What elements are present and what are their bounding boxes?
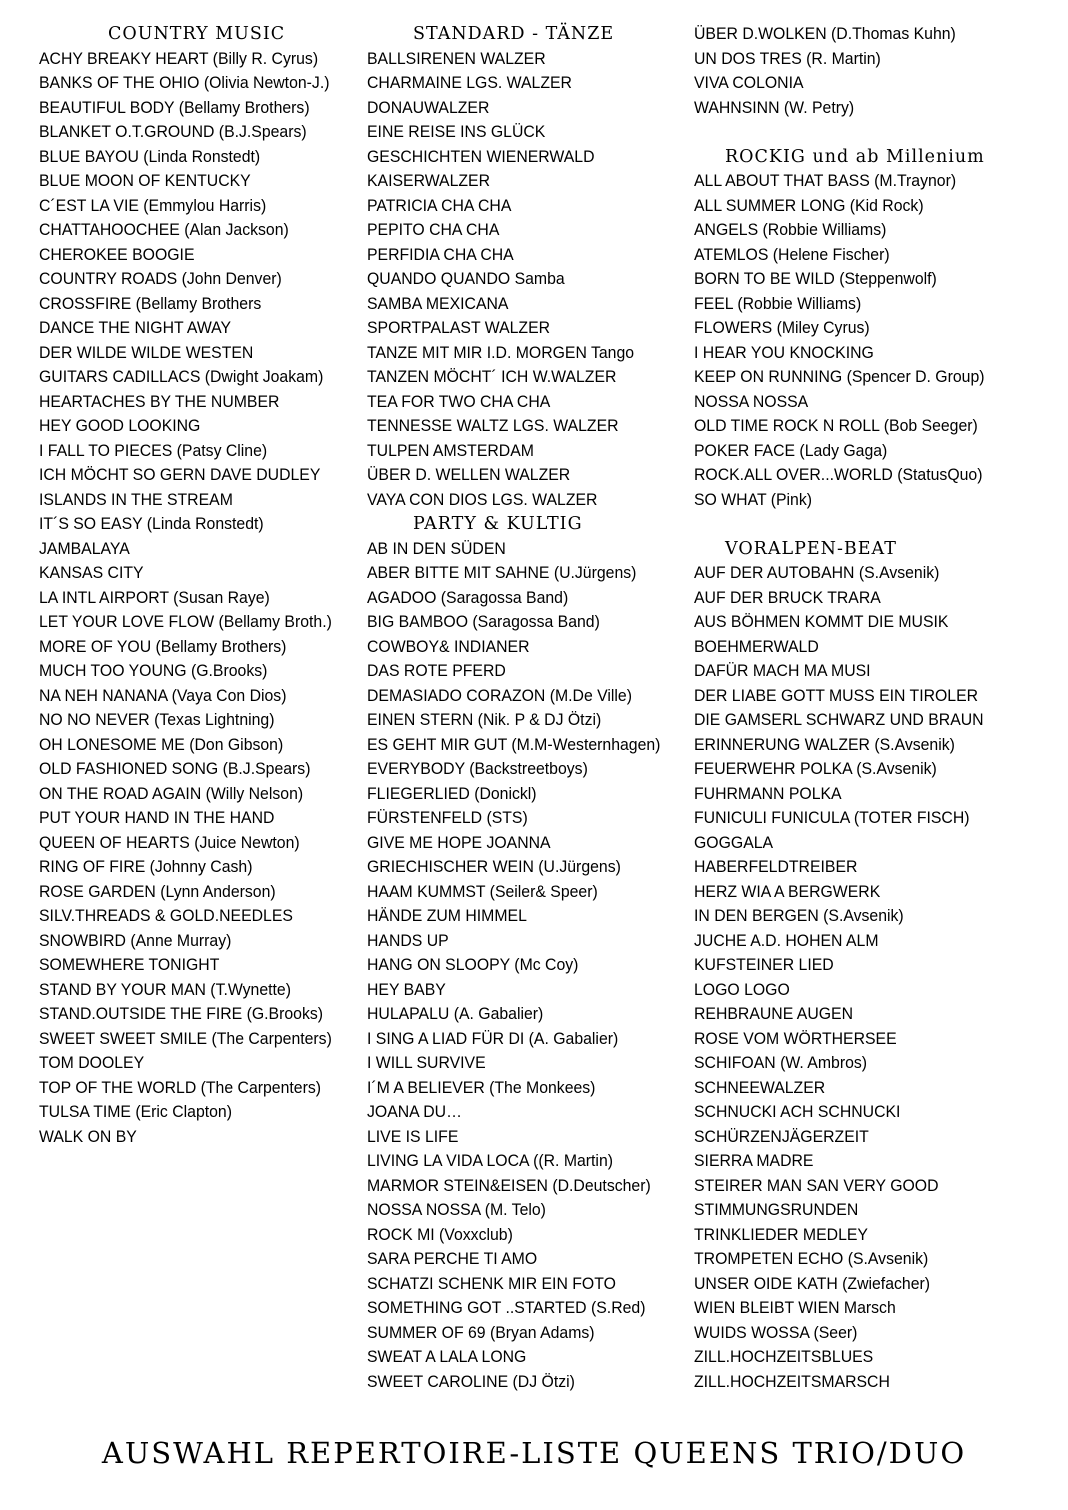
- song-item: WALK ON BY: [39, 1126, 137, 1146]
- song-item: SOMEWHERE TONIGHT: [39, 955, 220, 974]
- song-item: GIVE ME HOPE JOANNA: [367, 832, 551, 852]
- song-item: BORN TO BE WILD (Steppenwolf): [694, 269, 937, 288]
- song-item: KANSAS CITY: [39, 563, 144, 582]
- song-list-country-music: [39, 47, 359, 1150]
- song-item: MORE OF YOU (Bellamy Brothers): [39, 636, 287, 656]
- song-item: JAMBALAYA: [39, 538, 130, 558]
- song-item: DONAUWALZER: [367, 97, 490, 117]
- song-item: CHATTAHOOCHEE (Alan Jackson): [39, 220, 289, 239]
- song-item: SNOWBIRD (Anne Murray): [39, 930, 232, 950]
- song-item: TANZEN MÖCHT´ ICH W.WALZER: [367, 367, 617, 386]
- song-item: WAHNSINN (W. Petry): [694, 97, 855, 117]
- song-item: ISLANDS IN THE STREAM: [39, 489, 233, 509]
- song-list-standard-taenze: [367, 47, 687, 513]
- song-item: MARMOR STEIN&EISEN (D.Deutscher): [367, 1175, 651, 1195]
- song-item: DER WILDE WILDE WESTEN: [39, 342, 254, 362]
- song-item: FEEL (Robbie Williams): [694, 293, 862, 313]
- song-item: IT´S SO EASY (Linda Ronstedt): [39, 514, 264, 533]
- song-item: ABER BITTE MIT SAHNE (U.Jürgens): [367, 563, 637, 582]
- song-item: SCHNEEWALZER: [694, 1077, 826, 1097]
- song-list-rockig: [694, 169, 1054, 512]
- song-item: SUMMER OF 69 (Bryan Adams): [367, 1322, 595, 1342]
- section-heading-voralpen-beat: VORALPEN-BEAT: [725, 538, 897, 559]
- song-item: TULSA TIME (Eric Clapton): [39, 1102, 233, 1121]
- song-item: GRIECHISCHER WEIN (U.Jürgens): [367, 857, 621, 876]
- song-item: BANKS OF THE OHIO (Olivia Newton-J.): [39, 73, 330, 92]
- song-item: NOSSA NOSSA (M. Telo): [367, 1200, 546, 1219]
- song-item: HANG ON SLOOPY (Mc Coy): [367, 955, 579, 974]
- song-item: ALL ABOUT THAT BASS (M.Traynor): [694, 171, 957, 190]
- song-item: AUF DER BRUCK TRARA: [694, 587, 881, 607]
- song-item: OLD TIME ROCK N ROLL (Bob Seeger): [694, 416, 978, 435]
- song-item: KAISERWALZER: [367, 171, 491, 190]
- song-item: LA INTL AIRPORT (Susan Raye): [39, 587, 270, 607]
- song-item: SPORTPALAST WALZER: [367, 318, 551, 337]
- song-item: HULAPALU (A. Gabalier): [367, 1004, 544, 1023]
- song-item: I´M A BELIEVER (The Monkees): [367, 1077, 596, 1097]
- song-item: SWEAT A LALA LONG: [367, 1347, 527, 1366]
- section-heading-party-kultig: PARTY & KULTIG: [413, 514, 583, 534]
- song-item: DEMASIADO CORAZON (M.De Ville): [367, 685, 633, 705]
- song-item: ZILL.HOCHZEITSMARSCH: [694, 1371, 890, 1391]
- heading-part-rockig: ROCKIG: [725, 146, 806, 167]
- song-item: BEAUTIFUL BODY (Bellamy Brothers): [39, 97, 310, 117]
- song-item: ANGELS (Robbie Williams): [694, 220, 887, 239]
- section-party-continued: [694, 22, 1054, 120]
- song-item: FUNICULI FUNICULA (TOTER FISCH): [694, 808, 970, 827]
- song-list-party-kultig: [367, 537, 687, 1395]
- song-item: HABERFELDTREIBER: [694, 857, 858, 876]
- song-item: BALLSIRENEN WALZER: [367, 48, 546, 68]
- song-item: ROCK MI (Voxxclub): [367, 1224, 513, 1244]
- song-item: TRINKLIEDER MEDLEY: [694, 1224, 868, 1244]
- song-item: TOM DOOLEY: [39, 1053, 145, 1072]
- song-item: LIVE IS LIFE: [367, 1126, 459, 1146]
- song-list-party-continued: [694, 22, 1054, 120]
- song-item: QUEEN OF HEARTS (Juice Newton): [39, 832, 300, 852]
- song-item: FEUERWEHR POLKA (S.Avsenik): [694, 759, 937, 778]
- song-item: ROSE VOM WÖRTHERSEE: [694, 1028, 897, 1048]
- song-item: HEARTACHES BY THE NUMBER: [39, 391, 280, 411]
- song-item: SAMBA MEXICANA: [367, 293, 509, 313]
- section-country-music: [39, 22, 359, 1149]
- song-item: HERZ WIA A BERGWERK: [694, 881, 881, 901]
- song-item: FÜRSTENFELD (STS): [367, 808, 528, 827]
- song-item: RING OF FIRE (Johnny Cash): [39, 857, 253, 876]
- heading-part-millenium: Millenium: [885, 146, 985, 167]
- song-item: STIMMUNGSRUNDEN: [694, 1200, 859, 1219]
- song-item: SCHÜRZENJÄGERZEIT: [694, 1126, 869, 1146]
- song-item: ACHY BREAKY HEART (Billy R. Cyrus): [39, 48, 319, 68]
- column-2: [367, 22, 687, 1394]
- song-item: CROSSFIRE (Bellamy Brothers: [39, 293, 262, 313]
- song-item: CHARMAINE LGS. WALZER: [367, 73, 572, 92]
- song-item: MUCH TOO YOUNG (G.Brooks): [39, 661, 268, 680]
- song-item: WUIDS WOSSA (Seer): [694, 1322, 858, 1342]
- song-item: PUT YOUR HAND IN THE HAND: [39, 808, 275, 827]
- song-item: SARA PERCHE TI AMO: [367, 1249, 538, 1268]
- song-item: DER LIABE GOTT MUSS EIN TIROLER: [694, 685, 979, 705]
- song-item: I FALL TO PIECES (Patsy Cline): [39, 440, 268, 460]
- song-item: VAYA CON DIOS LGS. WALZER: [367, 489, 598, 509]
- song-item: ES GEHT MIR GUT (M.M-Westernhagen): [367, 734, 661, 754]
- song-item: NOSSA NOSSA: [694, 391, 809, 411]
- section-voralpen-beat: [694, 537, 1054, 1395]
- song-item: TROMPETEN ECHO (S.Avsenik): [694, 1249, 929, 1268]
- song-item: OH LONESOME ME (Don Gibson): [39, 734, 284, 754]
- song-item: OLD FASHIONED SONG (B.J.Spears): [39, 759, 311, 778]
- section-heading-rockig: [694, 145, 1054, 170]
- song-item: ATEMLOS (Helene Fischer): [694, 244, 890, 264]
- song-item: CHEROKEE BOOGIE: [39, 244, 195, 264]
- song-item: DIE GAMSERL SCHWARZ UND BRAUN: [694, 710, 984, 729]
- song-item: KUFSTEINER LIED: [694, 955, 834, 974]
- song-item: TEA FOR TWO CHA CHA: [367, 391, 551, 411]
- song-item: BLUE MOON OF KENTUCKY: [39, 171, 251, 190]
- song-list-voralpen-beat: [694, 561, 1054, 1394]
- song-item: TENNESSE WALTZ LGS. WALZER: [367, 416, 619, 435]
- song-item: I HEAR YOU KNOCKING: [694, 342, 874, 362]
- song-item: FLIEGERLIED (Donickl): [367, 783, 537, 803]
- song-item: SWEET CAROLINE (DJ Ötzi): [367, 1371, 575, 1391]
- song-item: GESCHICHTEN WIENERWALD: [367, 146, 595, 166]
- song-item: SCHIFOAN (W. Ambros): [694, 1053, 868, 1072]
- section-spacer: [694, 512, 1054, 537]
- song-item: HEY BABY: [367, 979, 446, 999]
- song-item: BLUE BAYOU (Linda Ronstedt): [39, 146, 261, 166]
- song-item: HEY GOOD LOOKING: [39, 416, 201, 435]
- song-item: TOP OF THE WORLD (The Carpenters): [39, 1077, 322, 1097]
- song-item: JUCHE A.D. HOHEN ALM: [694, 930, 879, 950]
- song-item: SIERRA MADRE: [694, 1151, 814, 1170]
- song-item: STAND.OUTSIDE THE FIRE (G.Brooks): [39, 1004, 324, 1023]
- song-item: DAS ROTE PFERD: [367, 661, 506, 680]
- song-item: PATRICIA CHA CHA: [367, 195, 512, 215]
- song-item: POKER FACE (Lady Gaga): [694, 440, 888, 460]
- song-item: TANZE MIT MIR I.D. MORGEN Tango: [367, 342, 635, 362]
- song-item: GUITARS CADILLACS (Dwight Joakam): [39, 367, 324, 386]
- song-item: BOEHMERWALD: [694, 636, 819, 656]
- song-item: NA NEH NANANA (Vaya Con Dios): [39, 685, 287, 705]
- section-party-kultig: [367, 512, 687, 1394]
- section-spacer: [694, 120, 1054, 145]
- song-item: AGADOO (Saragossa Band): [367, 587, 569, 607]
- song-item: ALL SUMMER LONG (Kid Rock): [694, 195, 924, 215]
- song-item: EVERYBODY (Backstreetboys): [367, 759, 588, 778]
- song-item: COWBOY& INDIANER: [367, 636, 530, 656]
- song-item: COUNTRY ROADS (John Denver): [39, 269, 282, 288]
- song-item: ROCK.ALL OVER...WORLD (StatusQuo): [694, 465, 983, 484]
- song-item: ÜBER D. WELLEN WALZER: [367, 465, 571, 484]
- song-item: I WILL SURVIVE: [367, 1053, 486, 1072]
- song-item: HÄNDE ZUM HIMMEL: [367, 906, 527, 925]
- song-item: BIG BAMBOO (Saragossa Band): [367, 612, 600, 631]
- song-item: SWEET SWEET SMILE (The Carpenters): [39, 1028, 332, 1048]
- column-3: [694, 22, 1054, 1394]
- song-item: STAND BY YOUR MAN (T.Wynette): [39, 979, 292, 999]
- song-item: SCHATZI SCHENK MIR EIN FOTO: [367, 1273, 616, 1293]
- heading-part-und-ab: und ab: [805, 146, 886, 167]
- song-item: KEEP ON RUNNING (Spencer D. Group): [694, 367, 985, 386]
- song-item: ON THE ROAD AGAIN (Willy Nelson): [39, 783, 304, 803]
- song-item: SOMETHING GOT ..STARTED (S.Red): [367, 1298, 646, 1317]
- song-item: WIEN BLEIBT WIEN Marsch: [694, 1298, 896, 1317]
- song-item: LET YOUR LOVE FLOW (Bellamy Broth.): [39, 612, 332, 631]
- song-item: AUF DER AUTOBAHN (S.Avsenik): [694, 563, 940, 582]
- section-heading-country-music: COUNTRY MUSIC: [108, 24, 286, 44]
- song-item: HAAM KUMMST (Seiler& Speer): [367, 881, 598, 901]
- page-title: AUSWAHL REPERTOIRE-LISTE QUEENS TRIO/DUO: [101, 1436, 967, 1470]
- song-item: EINEN STERN (Nik. P & DJ Ötzi): [367, 710, 602, 729]
- song-item: ZILL.HOCHZEITSBLUES: [694, 1347, 874, 1366]
- song-item: ERINNERUNG WALZER (S.Avsenik): [694, 734, 955, 754]
- song-item: SILV.THREADS & GOLD.NEEDLES: [39, 906, 293, 925]
- song-item: JOANA DU…: [367, 1102, 462, 1121]
- song-item: NO NO NEVER (Texas Lightning): [39, 710, 275, 729]
- song-item: STEIRER MAN SAN VERY GOOD: [694, 1175, 939, 1195]
- song-item: ÜBER D.WOLKEN (D.Thomas Kuhn): [694, 24, 956, 43]
- song-item: SO WHAT (Pink): [694, 489, 813, 509]
- song-item: QUANDO QUANDO Samba: [367, 269, 565, 288]
- song-item: FLOWERS (Miley Cyrus): [694, 318, 870, 337]
- song-item: LIVING LA VIDA LOCA ((R. Martin): [367, 1151, 614, 1170]
- section-heading-standard-taenze: STANDARD - TÄNZE: [413, 24, 615, 44]
- song-item: BLANKET O.T.GROUND (B.J.Spears): [39, 122, 307, 141]
- song-item: I SING A LIAD FÜR DI (A. Gabalier): [367, 1028, 619, 1048]
- song-item: DAFÜR MACH MA MUSI: [694, 661, 871, 680]
- song-item: ICH MÖCHT SO GERN DAVE DUDLEY: [39, 465, 321, 484]
- song-item: PERFIDIA CHA CHA: [367, 244, 514, 264]
- song-item: AB IN DEN SÜDEN: [367, 538, 506, 558]
- song-item: C´EST LA VIE (Emmylou Harris): [39, 195, 267, 215]
- song-item: UN DOS TRES (R. Martin): [694, 48, 881, 68]
- song-item: EINE REISE INS GLÜCK: [367, 122, 546, 141]
- song-item: GOGGALA: [694, 832, 774, 852]
- section-standard-taenze: [367, 22, 687, 512]
- song-item: ROSE GARDEN (Lynn Anderson): [39, 881, 276, 901]
- song-item: HANDS UP: [367, 930, 449, 950]
- song-item: PEPITO CHA CHA: [367, 220, 500, 239]
- song-item: AUS BÖHMEN KOMMT DIE MUSIK: [694, 612, 949, 631]
- song-item: DANCE THE NIGHT AWAY: [39, 318, 232, 337]
- song-item: TULPEN AMSTERDAM: [367, 440, 534, 460]
- song-item: SCHNUCKI ACH SCHNUCKI: [694, 1102, 901, 1121]
- song-item: UNSER OIDE KATH (Zwiefacher): [694, 1273, 931, 1293]
- section-rockig: [694, 145, 1054, 513]
- song-item: LOGO LOGO: [694, 979, 790, 999]
- song-item: VIVA COLONIA: [694, 73, 804, 92]
- song-item: REHBRAUNE AUGEN: [694, 1004, 854, 1023]
- song-item: IN DEN BERGEN (S.Avsenik): [694, 906, 904, 925]
- column-1: [39, 22, 359, 1149]
- song-item: FUHRMANN POLKA: [694, 783, 842, 803]
